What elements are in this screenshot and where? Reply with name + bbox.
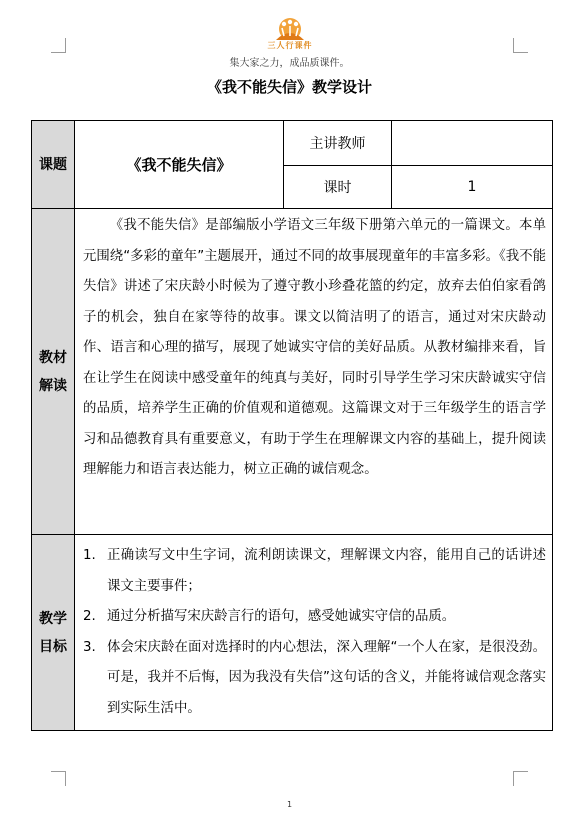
analysis-text: 《我不能失信》是部编版小学语文三年级下册第六单元的一篇课文。本单元围绕“多彩的童年”主题展开，通过不同的故事展现童年的丰富多彩。《我不能失信》讲述了宋庆龄小时候为了遵守教小珍叠花篮的约定，放弃去伯伯家看鸽子的机会，独自在家等待的故事。课文以简洁明了的语言，通过对宋庆龄动作、语言和心理的描写，展现了她诚实守信的美好品质。从教材编排来看，旨在让学生在阅读中感受童年的纯真与美好，同时引导学生学习宋庆龄诚实守信的品质，培养学生正确的价值观和道德观。这篇课文对于三年级学生的语言学习和品德教育具有重要意义，有助于学生在理解课文内容的基础上，提升阅读理解能力和语言表达能力，树立正确的诚信观念。: [83, 218, 546, 477]
topic-value-cell: [75, 121, 284, 209]
goals-label-line-1: 教学: [39, 610, 67, 627]
goals-cell: [75, 535, 553, 731]
goals-label-line-2: 目标: [39, 638, 67, 655]
goal-item: [83, 602, 546, 633]
goal-number: 1.: [83, 548, 96, 563]
topic-label: 课题: [39, 156, 67, 173]
goal-text: 正确读写文中生字词，流利朗读课文，理解课文内容，能用自己的话讲述课文主要事件；: [107, 548, 546, 594]
lesson-plan-table: [31, 120, 553, 731]
topic-label-cell: [32, 121, 75, 209]
hours-label: 课时: [323, 180, 352, 196]
logo-text: 三人行课件: [267, 41, 313, 50]
hours-value: 1: [467, 179, 477, 195]
goals-label-cell: [32, 535, 75, 731]
goal-item: [83, 541, 546, 602]
analysis-label-cell: [32, 209, 75, 535]
analysis-text-cell: [75, 209, 553, 535]
topic-value: 《我不能失信》: [126, 156, 232, 174]
header-slogan: 集大家之力，成品质课件。: [229, 58, 350, 69]
hours-label-cell: [284, 166, 392, 209]
analysis-label-line-2: 解读: [39, 377, 67, 394]
hours-value-cell: [392, 166, 553, 209]
goal-number: 3.: [83, 639, 96, 655]
goal-number: 2.: [83, 609, 96, 624]
crop-mark-bottom-left: [51, 771, 66, 786]
teacher-value-cell: [392, 121, 553, 166]
goal-text: 体会宋庆龄在面对选择时的内心想法，深入理解“一个人在家，是很没劲。可是，我并不后悔，因为我没有失信”这句话的含义，并能将诚信观念落实到实际生活中。: [107, 639, 546, 716]
analysis-label-line-1: 教材: [39, 349, 67, 366]
goal-text: 通过分析描写宋庆龄言行的语句，感受她诚实守信的品质。: [107, 609, 456, 624]
page-title: 《我不能失信》教学设计: [206, 78, 372, 96]
teacher-label-cell: [284, 121, 392, 166]
crop-mark-top-right: [513, 38, 528, 53]
page-number: 1: [286, 800, 293, 809]
goal-item: [83, 633, 546, 725]
teacher-label: 主讲教师: [309, 136, 366, 152]
crop-mark-bottom-right: [513, 771, 528, 786]
crop-mark-top-left: [51, 38, 66, 53]
